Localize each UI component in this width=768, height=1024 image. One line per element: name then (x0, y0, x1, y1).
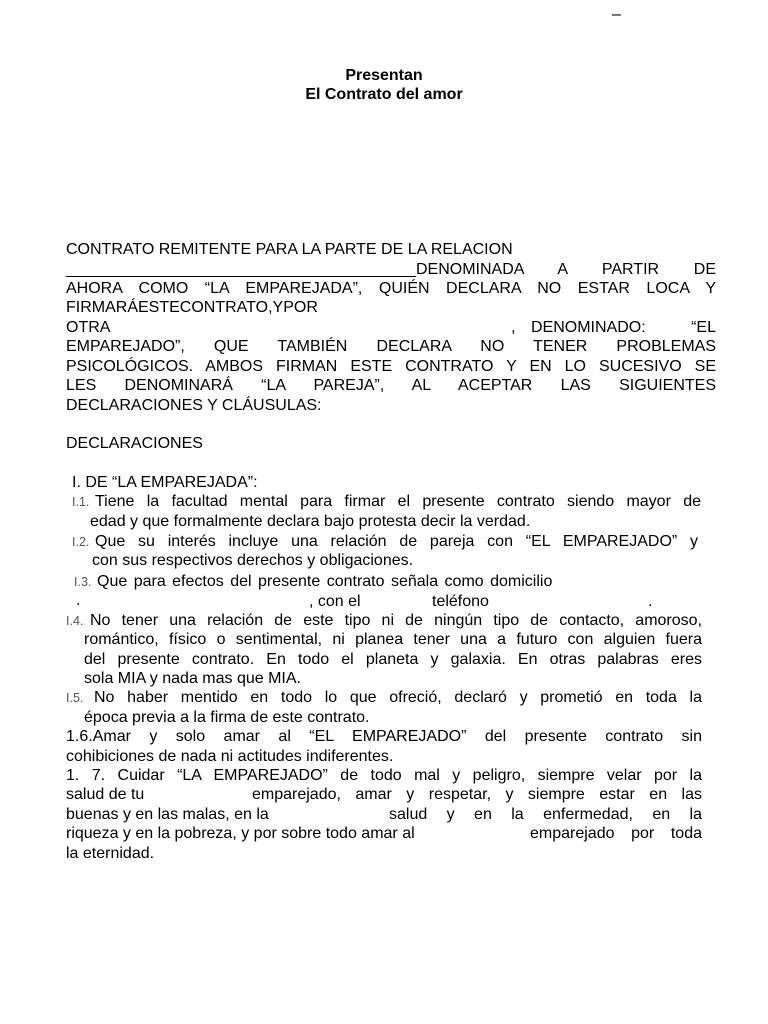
document-title: El Contrato del amor (305, 86, 463, 103)
clause-number: I.4. (66, 614, 84, 628)
clause-number: I.1. (72, 495, 90, 509)
intro-line-5-a: OTRA (66, 319, 111, 336)
clause-text: salud de tu (66, 786, 145, 803)
clause-text: la eternidad. (66, 845, 155, 862)
clause-text: edad y que formalmente declara bajo protesta decir la verdad. (90, 513, 531, 530)
address-blank-dot: . (76, 592, 81, 609)
intro-line-7: PSICOLÓGICOS. AMBOS FIRMAN ESTE CONTRATO Y EN LO SUCESIVO SE (66, 358, 716, 375)
document-pretitle: Presentan (345, 67, 423, 84)
clause-text: riqueza y en la pobreza, y por sobre todo amar al (66, 825, 415, 842)
clause-text: buenas y en las malas, en la (66, 806, 269, 823)
intro-line-3: AHORA COMO “LA EMPAREJADA”, QUIÉN DECLARA NO ESTAR LOCA Y (66, 280, 716, 297)
clause-text: época previa a la firma de este contrato. (84, 709, 370, 726)
clause-text: cohibiciones de nada ni actitudes indiferentes. (66, 748, 394, 765)
intro-line-5-c: DENOMINADO: “EL (531, 319, 716, 336)
clause-text: con sus respectivos derechos y obligaciones. (92, 552, 414, 569)
intro-line-8: LES DENOMINARÁ “LA PAREJA”, AL ACEPTAR LAS SIGUIENTES (66, 377, 716, 394)
clause-text: 1.6.Amar y solo amar al “EL EMPAREJADO” del presente contrato sin (66, 728, 702, 745)
clause-number: I.5. (66, 691, 84, 705)
subsection-heading: I. DE “LA EMPAREJADA”: (72, 474, 258, 491)
blank-name-line (66, 276, 416, 277)
clause-number: I.3. (74, 575, 92, 589)
clause-text: No haber mentido en todo lo que ofreció, declaró y prometió en toda la (94, 689, 702, 706)
intro-line-2-tail: DENOMINADA A PARTIR DE (416, 261, 716, 278)
corner-mark: – (612, 6, 621, 23)
clause-text: emparejado por toda (530, 825, 702, 842)
clause-text: emparejado, amar y respetar, y siempre estar en las (252, 786, 702, 803)
intro-line-9: DECLARACIONES Y CLÁUSULAS: (66, 397, 322, 414)
clause-text: , con el (309, 593, 361, 610)
phone-blank-dot: . (648, 593, 653, 610)
clause-number: I.2. (72, 535, 90, 549)
clause-text: Tiene la facultad mental para firmar el presente contrato siendo mayor de (95, 493, 701, 510)
section-heading: DECLARACIONES (66, 435, 203, 452)
clause-text: romántico, físico o sentimental, ni planea tener una a futuro con alguien fuera (84, 631, 702, 648)
intro-line-6: EMPAREJADO”, QUE TAMBIÉN DECLARA NO TENER PROBLEMAS (66, 338, 716, 355)
clause-text: sola MIA y nada mas que MIA. (84, 670, 301, 687)
clause-text: Que su interés incluye una relación de pareja con “EL EMPAREJADO” y (95, 533, 698, 550)
clause-text: 1. 7. Cuidar “LA EMPAREJADO” de todo mal y peligro, siempre velar por la (66, 767, 702, 784)
clause-text: Que para efectos del presente contrato señala como domicilio (97, 573, 553, 590)
clause-text: teléfono (432, 593, 489, 610)
clause-text: No tener una relación de este tipo ni de ningún tipo de contacto, amoroso, (90, 612, 702, 629)
intro-line-1: CONTRATO REMITENTE PARA LA PARTE DE LA RELACION (66, 241, 513, 258)
clause-text: del presente contrato. En todo el planeta y galaxia. En otras palabras eres (84, 651, 702, 668)
intro-line-5-b: , (511, 319, 516, 336)
clause-text: salud y en la enfermedad, en la (389, 806, 702, 823)
intro-line-4: FIRMARÁESTECONTRATO,YPOR (66, 299, 318, 316)
